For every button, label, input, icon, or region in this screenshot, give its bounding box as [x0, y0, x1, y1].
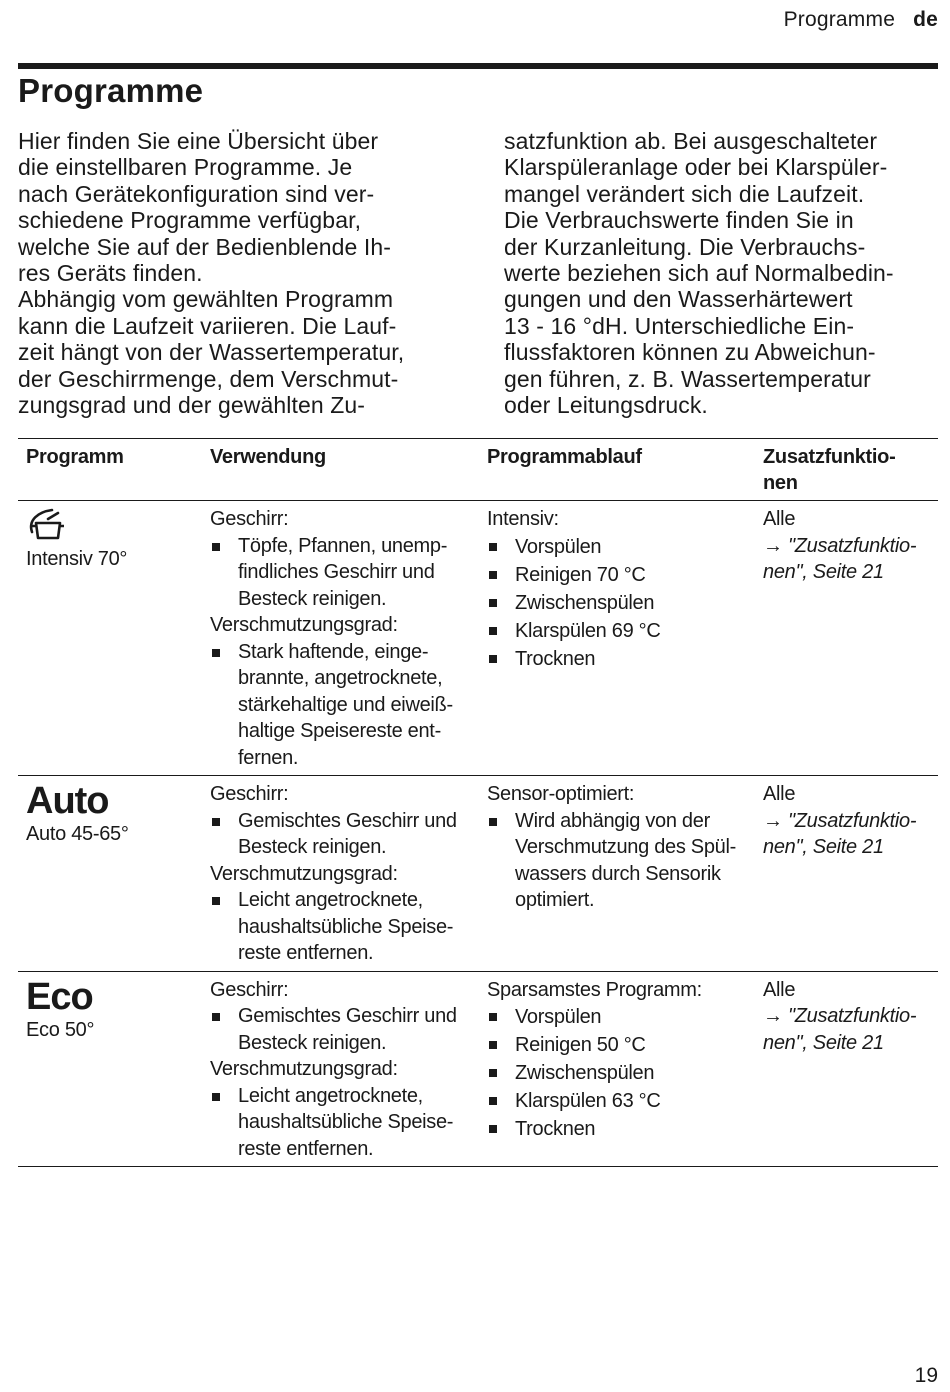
bullet-line: reste entfernen. — [238, 942, 374, 964]
page-number: 19 — [914, 1364, 938, 1387]
extras-cell — [755, 501, 938, 776]
program-name: Intensiv 70° — [26, 548, 128, 570]
dishes-list — [210, 533, 471, 613]
intro-line: satzfunktion ab. Bei ausgeschalteter — [504, 128, 878, 154]
intro-line: gungen und den Wasserhärtewert — [504, 286, 853, 313]
program-row — [18, 971, 938, 1167]
sequence-cell — [479, 776, 755, 972]
extras-reference-line: nen", Seite 21 — [763, 561, 884, 583]
dishes-list — [210, 1003, 471, 1056]
bullet-line: brannte, angetrocknete, — [238, 667, 443, 689]
bullet-line: fernen. — [238, 746, 299, 769]
bullet-line: Töpfe, Pfannen, unemp- — [238, 534, 448, 557]
extras-reference — [763, 808, 930, 861]
bullet-item — [210, 887, 471, 967]
bullet-line: Leicht angetrocknete, — [238, 889, 423, 911]
intro-line: welche Sie auf der Bedienblende Ih- — [18, 233, 392, 260]
bullet-item — [487, 1115, 747, 1143]
bullet-line: Besteck reinigen. — [238, 836, 387, 858]
program-table-header-row — [18, 439, 938, 501]
intro-line: die einstellbaren Programme. Je — [18, 154, 353, 181]
intro-line: Abhängig vom gewählten Programm — [18, 286, 394, 313]
extras-reference-line: "Zusatzfunktio- — [787, 1005, 917, 1027]
intro-line: werte beziehen sich auf Normalbedin- — [504, 260, 894, 287]
arrow-right-icon: → — [763, 809, 788, 832]
bullet-line: Klarspülen 63 °C — [515, 1090, 661, 1112]
bullet-line: Leicht angetrocknete, — [238, 1084, 423, 1107]
bullet-line: wassers durch Sensorik — [515, 862, 721, 885]
running-head-section: Programme — [783, 8, 896, 31]
sequence-cell — [479, 501, 755, 776]
bullet-line: Trocknen — [515, 1118, 596, 1140]
intro-line: Die Verbrauchswerte finden Sie in — [504, 207, 854, 234]
header-program: Programm — [26, 446, 124, 468]
program-table — [18, 438, 938, 1167]
bullet-line: reste entfernen. — [238, 1137, 374, 1160]
intro-line: zungsgrad und der gewählten Zu- — [18, 392, 366, 419]
program-name: Auto 45-65° — [26, 823, 129, 845]
intro-line: nach Gerätekonfiguration sind ver- — [18, 180, 375, 207]
bullet-item — [487, 1031, 747, 1059]
running-head — [784, 8, 938, 32]
bullet-line: optimiert. — [515, 889, 595, 911]
bullet-line: haushaltsübliche Speise- — [238, 915, 454, 938]
bullet-line: Besteck reinigen. — [238, 587, 387, 610]
extras-text: Alle — [763, 508, 796, 530]
bullet-line: Stark haftende, einge- — [238, 640, 429, 663]
extras-reference-line: "Zusatzfunktio- — [787, 534, 917, 557]
header-extras-line: nen — [763, 472, 798, 494]
header-sequence: Programmablauf — [487, 446, 642, 468]
header-rule — [18, 63, 938, 69]
bullet-item — [210, 808, 471, 861]
soil-list — [210, 639, 471, 772]
bullet-line: Vorspülen — [515, 1006, 602, 1028]
bullet-line: findliches Geschirr und — [238, 561, 435, 583]
soil-list — [210, 887, 471, 967]
sequence-list — [487, 533, 747, 673]
intro-line: flussfaktoren können zu Abweichun- — [504, 339, 876, 366]
program-symbol — [26, 506, 194, 546]
usage-cell — [202, 971, 479, 1167]
intro-line: 13 - 16 °dH. Unterschiedliche Ein- — [504, 312, 855, 339]
bullet-item — [210, 639, 471, 772]
intro-line: res Geräts finden. — [18, 260, 203, 287]
intro-line: kann die Laufzeit variieren. Die Lauf- — [18, 312, 397, 339]
soil-label: Verschmutzungsgrad: — [210, 1058, 398, 1080]
sequence-list — [487, 1003, 747, 1143]
bullet-line: Besteck reinigen. — [238, 1031, 387, 1054]
intro-line: gen führen, z. B. Wassertemperatur — [504, 365, 871, 392]
intro-text-left-column — [18, 128, 458, 418]
header-extras — [755, 439, 938, 501]
intro-line: der Geschirrmenge, dem Verschmut- — [18, 365, 399, 392]
program-row — [18, 501, 938, 776]
soil-label: Verschmutzungsgrad: — [210, 862, 398, 885]
header-usage: Verwendung — [210, 446, 326, 468]
dishes-label: Geschirr: — [210, 508, 289, 530]
program-cell — [18, 971, 202, 1167]
bullet-item — [487, 1087, 747, 1115]
bullet-line: Wird abhängig von der — [515, 809, 710, 832]
intro-line: oder Leitungsdruck. — [504, 392, 708, 419]
bullet-line: Zwischenspülen — [515, 1062, 655, 1084]
intro-line: Klarspüleranlage oder bei Klarspüler- — [504, 154, 888, 181]
arrow-right-icon: → — [763, 534, 788, 557]
usage-cell — [202, 776, 479, 972]
bullet-item — [487, 589, 747, 617]
extras-text: Alle — [763, 978, 796, 1001]
bullet-line: Reinigen 50 °C — [515, 1034, 646, 1056]
program-symbol-text: Auto — [26, 780, 109, 822]
bullet-line: Reinigen 70 °C — [515, 563, 646, 586]
bullet-item — [487, 1003, 747, 1031]
sequence-label: Sensor-optimiert: — [487, 783, 635, 805]
bullet-item — [487, 617, 747, 645]
bullet-line: Gemischtes Geschirr und — [238, 1005, 457, 1027]
dishes-list — [210, 808, 471, 861]
extras-reference-line: "Zusatzfunktio- — [787, 809, 917, 832]
bullet-item — [487, 645, 747, 673]
bullet-line: Vorspülen — [515, 535, 602, 558]
sequence-label: Sparsamstes Programm: — [487, 978, 702, 1001]
bullet-line: Zwischenspülen — [515, 591, 655, 614]
extras-reference — [763, 533, 930, 586]
bullet-line: Trocknen — [515, 647, 596, 670]
bullet-line: haushaltsübliche Speise- — [238, 1111, 454, 1133]
soil-list — [210, 1083, 471, 1163]
program-name: Eco 50° — [26, 1018, 95, 1041]
extras-text: Alle — [763, 783, 796, 805]
bullet-item — [487, 808, 747, 914]
bullet-item — [487, 1059, 747, 1087]
program-row — [18, 776, 938, 972]
program-cell — [18, 501, 202, 776]
bullet-item — [210, 1003, 471, 1056]
page-title: Programme — [18, 72, 204, 109]
extras-cell — [755, 776, 938, 972]
sequence-label: Intensiv: — [487, 508, 559, 530]
arrow-right-icon: → — [763, 1005, 788, 1027]
bullet-item — [487, 533, 747, 561]
intro-line: mangel verändert sich die Laufzeit. — [504, 180, 865, 207]
intro-text-right-column — [504, 128, 944, 418]
extras-reference-line: nen", Seite 21 — [763, 836, 884, 858]
intro-line: der Kurzanleitung. Die Verbrauchs- — [504, 233, 866, 260]
soil-label: Verschmutzungsgrad: — [210, 614, 398, 636]
bullet-item — [210, 533, 471, 613]
intro-line: schiedene Programme verfügbar, — [18, 207, 362, 234]
dishes-label: Geschirr: — [210, 978, 289, 1001]
sequence-cell — [479, 971, 755, 1167]
intro-line: zeit hängt von der Wassertemperatur, — [18, 339, 405, 366]
bullet-item — [210, 1083, 471, 1163]
bullet-line: Verschmutzung des Spül- — [515, 836, 737, 858]
bullet-line: Gemischtes Geschirr und — [238, 809, 457, 832]
extras-reference-line: nen", Seite 21 — [763, 1031, 884, 1054]
program-cell — [18, 776, 202, 972]
bullet-line: haltige Speisereste ent- — [238, 720, 441, 742]
header-extras-line: Zusatzfunktio- — [763, 446, 896, 468]
dishes-label: Geschirr: — [210, 783, 289, 805]
bullet-line: stärkehaltige und eiweiß- — [238, 693, 453, 716]
running-head-language: de — [913, 8, 938, 31]
extras-cell — [755, 971, 938, 1167]
extras-reference — [763, 1003, 930, 1056]
sequence-list — [487, 808, 747, 914]
usage-cell — [202, 501, 479, 776]
bullet-item — [487, 561, 747, 589]
bullet-line: Klarspülen 69 °C — [515, 619, 661, 642]
program-symbol-text: Eco — [26, 975, 93, 1018]
pot-icon — [26, 506, 66, 542]
intro-line: Hier finden Sie eine Übersicht über — [18, 128, 379, 154]
